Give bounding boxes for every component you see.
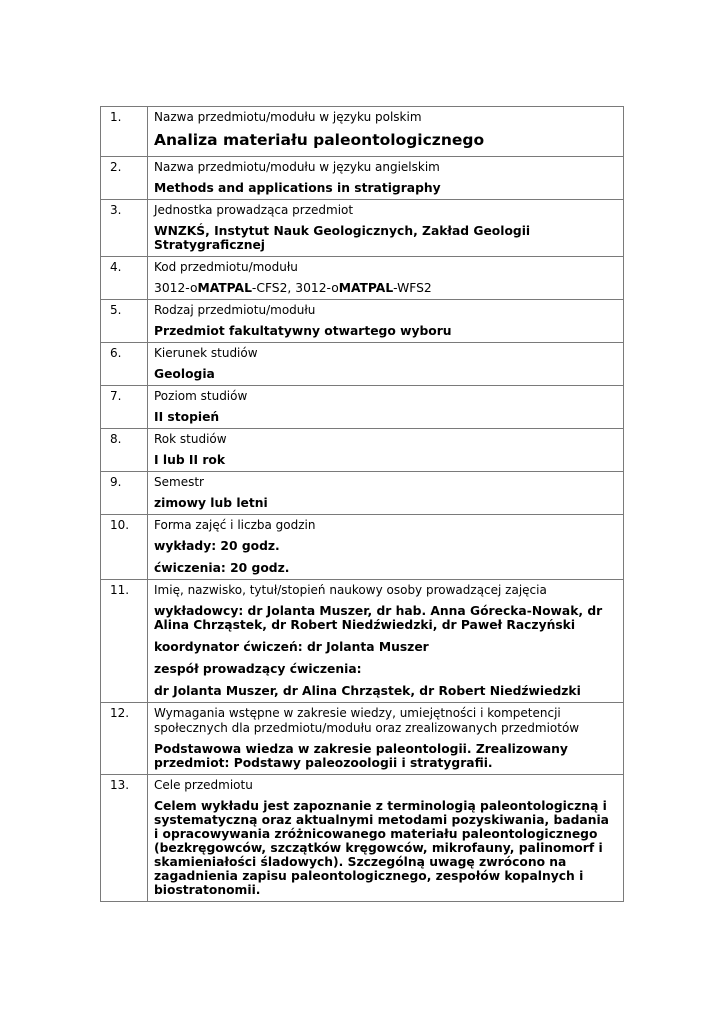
row-content [148, 343, 624, 386]
row-number: 7. [101, 386, 148, 429]
table-row [101, 515, 624, 580]
row-number: 13. [101, 775, 148, 902]
study-level: II stopień [154, 410, 220, 424]
table-row [101, 472, 624, 515]
row-content [148, 200, 624, 257]
row-label: Cele przedmiotu [154, 778, 253, 792]
syllabus-table [100, 106, 624, 902]
table-row [101, 300, 624, 343]
row-number: 9. [101, 472, 148, 515]
table-row [101, 703, 624, 775]
row-number: 6. [101, 343, 148, 386]
row-number: 3. [101, 200, 148, 257]
row-number: 1. [101, 107, 148, 157]
row-number: 2. [101, 157, 148, 200]
row-label: Forma zajęć i liczba godzin [154, 518, 316, 532]
row-number: 4. [101, 257, 148, 300]
lecturers: wykładowcy: dr Jolanta Muszer, dr hab. Anna Górecka-Nowak, dr Alina Chrząstek, dr Robert Niedźwiedzki, dr Paweł Raczyński [154, 604, 603, 632]
table-row [101, 157, 624, 200]
course-code [148, 277, 623, 299]
code-part: MATPAL [338, 281, 394, 295]
row-number: 8. [101, 429, 148, 472]
row-label: Poziom studiów [154, 389, 248, 403]
row-content [148, 257, 624, 300]
row-number: 11. [101, 580, 148, 703]
exercise-hours: ćwiczenia: 20 godz. [154, 561, 290, 575]
exercise-team-label: zespół prowadzący ćwiczenia: [154, 662, 362, 676]
row-label: Kierunek studiów [154, 346, 258, 360]
table-row [101, 343, 624, 386]
table-row [101, 775, 624, 902]
course-title-pl: Analiza materiału paleontologicznego [154, 131, 485, 149]
table-row [101, 580, 624, 703]
unit-value: WNZKŚ, Instytut Nauk Geologicznych, Zakład Geologii Stratygraficznej [154, 224, 531, 252]
row-content [148, 580, 624, 703]
exercise-coordinator: koordynator ćwiczeń: dr Jolanta Muszer [154, 640, 429, 654]
table-row [101, 429, 624, 472]
row-content [148, 515, 624, 580]
row-label: Semestr [154, 475, 204, 489]
table-row [101, 257, 624, 300]
row-label: Rodzaj przedmiotu/modułu [154, 303, 316, 317]
table-row [101, 200, 624, 257]
row-label: Jednostka prowadząca przedmiot [154, 203, 354, 217]
row-content [148, 157, 624, 200]
row-content [148, 386, 624, 429]
row-label: Rok studiów [154, 432, 227, 446]
row-label: Wymagania wstępne w zakresie wiedzy, umiejętności i kompetencji społecznych dla przedmiotu/modułu oraz zrealizowanych przedmiotów [154, 706, 580, 735]
row-number: 10. [101, 515, 148, 580]
row-label: Nazwa przedmiotu/modułu w języku polskim [154, 110, 422, 124]
code-part: 3012-o [154, 281, 198, 295]
row-content [148, 107, 624, 157]
row-label: Nazwa przedmiotu/modułu w języku angielskim [154, 160, 440, 174]
study-year: I lub II rok [154, 453, 226, 467]
exercise-team: dr Jolanta Muszer, dr Alina Chrząstek, dr Robert Niedźwiedzki [154, 684, 581, 698]
row-content [148, 472, 624, 515]
row-number: 5. [101, 300, 148, 343]
row-label: Imię, nazwisko, tytuł/stopień naukowy osoby prowadzącej zajęcia [154, 583, 547, 597]
field-of-study: Geologia [154, 367, 215, 381]
course-type: Przedmiot fakultatywny otwartego wyboru [154, 324, 452, 338]
code-part: -CFS2, 3012-o [251, 281, 339, 295]
row-content [148, 703, 624, 775]
lecture-hours: wykłady: 20 godz. [154, 539, 280, 553]
prerequisites: Podstawowa wiedza w zakresie paleontologii. Zrealizowany przedmiot: Podstawy paleozoologii i stratygrafii. [154, 742, 568, 770]
code-part: -WFS2 [393, 281, 432, 295]
row-content [148, 429, 624, 472]
semester: zimowy lub letni [154, 496, 268, 510]
row-content [148, 300, 624, 343]
row-number: 12. [101, 703, 148, 775]
row-label: Kod przedmiotu/modułu [154, 260, 298, 274]
table-row [101, 107, 624, 157]
course-objectives: Celem wykładu jest zapoznanie z terminologią paleontologiczną i systematyczną oraz aktualnymi metodami pozyskiwania, badania i opracowywania zróżnicowanego materiału paleontologicznego (bezkręgowców, szczątków kręgowców, mikrofauny, palinomorf i skamieniałości śladowych). Szczególną uwagę zwrócono na zagadnienia zapisu paleontologicznego, zespołów kopalnych i biostratonomii. [154, 799, 609, 897]
row-content [148, 775, 624, 902]
course-title-en: Methods and applications in stratigraphy [154, 181, 441, 195]
code-part: MATPAL [197, 281, 252, 295]
table-row [101, 386, 624, 429]
